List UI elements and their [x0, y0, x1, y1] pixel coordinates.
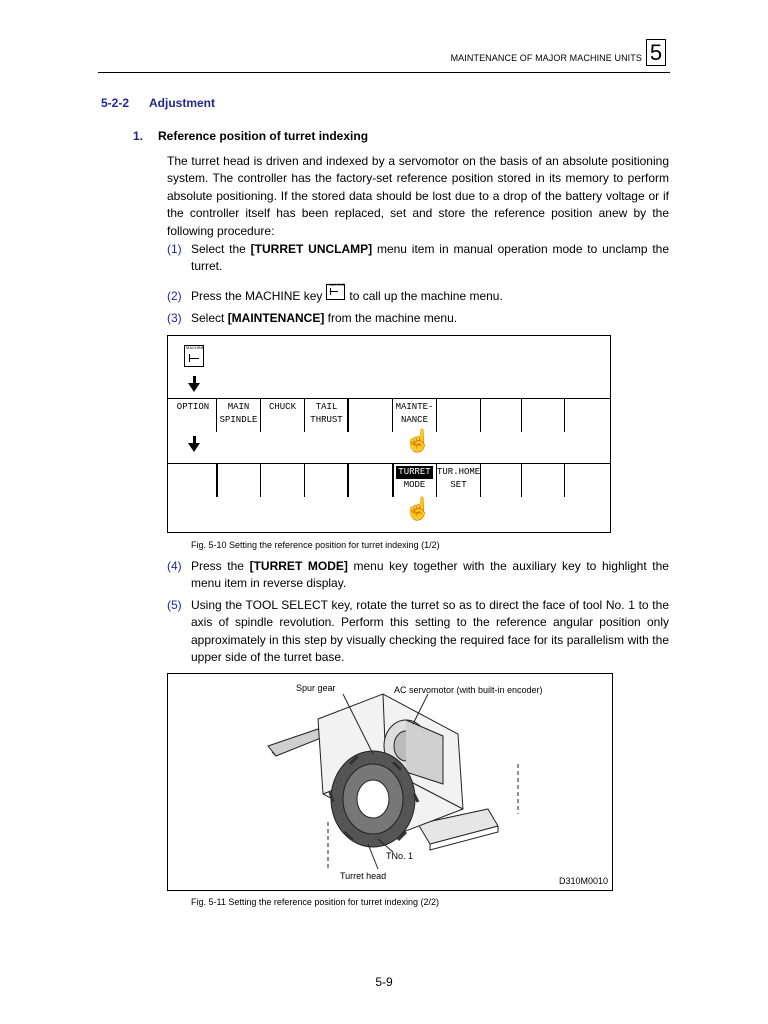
step-text-pre: Press the	[191, 559, 250, 573]
step-text-pre: Select	[191, 311, 228, 325]
step-5	[167, 597, 669, 667]
key-caption: MACHINE	[328, 282, 345, 287]
step-text-post: from the machine menu.	[324, 311, 458, 325]
step-text	[191, 282, 669, 305]
step-1	[167, 241, 669, 276]
chapter-number-box: 5	[646, 39, 666, 66]
maintenance-menu-row	[168, 463, 610, 498]
machine-key-icon	[326, 284, 345, 300]
section-title: Adjustment	[149, 96, 215, 110]
step-text-post: menu key together with the auxiliary key to highlight the menu item in reverse display.	[191, 559, 669, 591]
menu-key-maintenance[interactable]: MAINTE- NANCE	[395, 402, 434, 425]
page-number: 5-9	[375, 975, 393, 989]
pointing-hand-icon: ☝	[404, 496, 432, 521]
step-text-pre: Press the MACHINE key	[191, 289, 323, 303]
fig-5-10-caption: Fig. 5-10 Setting the reference position for turret indexing (1/2)	[191, 540, 440, 550]
down-arrow-icon	[193, 436, 196, 443]
menu-key-blank-9[interactable]	[522, 399, 562, 432]
step-text: Using the TOOL SELECT key, rotate the turret so as to direct the face of tool No. 1 to the axis of spindle revolution. Perform this setting to the reference angular position only approximately in this step by visually checking the required face for its parallelism with the upper side of the turret base.	[191, 598, 669, 665]
down-arrow-head	[188, 443, 200, 452]
running-header-title: MAINTENANCE OF MAJOR MACHINE UNITS	[450, 53, 642, 63]
machine-key-icon	[184, 345, 204, 367]
label-spur-gear: Spur gear	[296, 683, 336, 693]
header-rule	[98, 72, 670, 73]
label-servomotor: AC servomotor (with built-in encoder)	[394, 685, 543, 695]
label-tno-1: TNo. 1	[386, 851, 414, 861]
menu-key-blank-5[interactable]	[349, 399, 392, 432]
subsection-heading	[133, 129, 368, 143]
turret-illustration	[167, 673, 613, 891]
subsection-number: 1.	[133, 129, 144, 143]
menu-key-blank-7[interactable]	[437, 399, 480, 432]
step-number: (4)	[167, 559, 182, 573]
down-arrow-head	[188, 383, 200, 392]
step-number: (1)	[167, 242, 182, 256]
step-text-bold: [TURRET MODE]	[249, 559, 348, 573]
step-4	[167, 558, 669, 593]
intro-paragraph: The turret head is driven and indexed by a servomotor on the basis of an absolute positioning system. The controller has the factory-set reference position stored in its memory to perform absolute positioning. If the stored data should be lost due to a drop of the battery voltage or if the controller itself has been replaced, set and store the reference position anew by the following procedure:	[167, 154, 669, 238]
menu-key-turret-home-set[interactable]: TUR.HOME SET	[437, 467, 481, 490]
machine-menu-row	[168, 398, 610, 433]
down-arrow-icon	[193, 376, 196, 383]
step-text-post: to call up the machine menu.	[349, 289, 503, 303]
step-2	[167, 282, 669, 305]
step-text	[191, 558, 669, 593]
menu-key-tail-thrust[interactable]: TAIL THRUST	[310, 402, 343, 425]
key-caption: MACHINE	[186, 345, 205, 350]
section-heading	[101, 96, 215, 110]
step-text-post: menu item in manual operation mode to unclamp the turret.	[191, 242, 669, 274]
pointing-hand-icon: ☝	[404, 428, 432, 453]
menu-diagram	[167, 335, 611, 533]
step-text	[191, 241, 669, 276]
step-text-bold: [MAINTENANCE]	[227, 311, 325, 325]
step-text	[191, 310, 669, 327]
step-number: (2)	[167, 289, 182, 303]
menu-key-turret-mode[interactable]: TURRET MODE	[398, 467, 431, 490]
menu-key-blank-10[interactable]	[563, 399, 608, 432]
menu-key-main-spindle[interactable]: MAIN SPINDLE	[219, 402, 258, 425]
label-turret-head: Turret head	[340, 871, 387, 881]
menu-key-blank-8[interactable]	[481, 399, 521, 432]
step-3	[167, 310, 669, 327]
step-text-pre: Select the	[191, 242, 251, 256]
step-number: (5)	[167, 598, 182, 612]
step-number: (3)	[167, 311, 182, 325]
subsection-title: Reference position of turret indexing	[158, 129, 369, 143]
step-text-bold: [TURRET UNCLAMP]	[250, 242, 373, 256]
drawing-code: D310M0010	[558, 876, 608, 886]
menu-key-chuck[interactable]: CHUCK	[268, 402, 296, 412]
fig-5-11-caption: Fig. 5-11 Setting the reference position for turret indexing (2/2)	[191, 897, 439, 907]
section-number: 5-2-2	[101, 96, 130, 110]
menu-key-option[interactable]: OPTION	[176, 402, 210, 412]
